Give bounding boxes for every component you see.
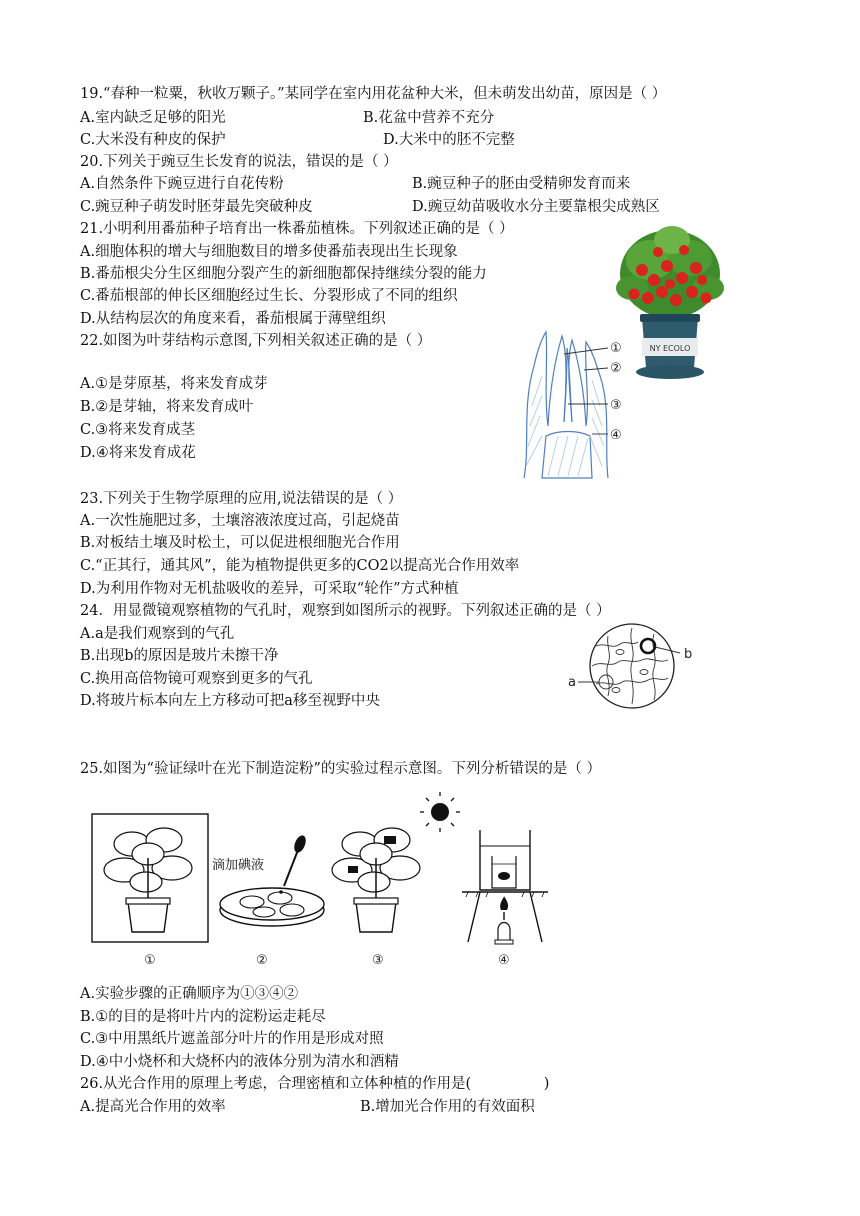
microscope-field-diagram [562, 620, 710, 712]
q19-option-c: C.大米没有种皮的保护 [80, 132, 226, 148]
iodine-label: 滴加碘液 [212, 858, 265, 873]
step-labels [144, 953, 510, 968]
q22-stem: 22.如图为叶芽结构示意图,下列相关叙述正确的是（ ） [80, 333, 432, 349]
label-a: a [568, 675, 576, 690]
q21-option-d: D.从结构层次的角度来看，番茄根属于薄壁组织 [80, 311, 386, 327]
q24-stem: 24．用显微镜观察植物的气孔时，观察到如图所示的视野。下列叙述正确的是（ ） [80, 603, 611, 619]
q19-option-b: B.花盆中营养不充分 [363, 110, 495, 126]
q25-option-a: A.实验步骤的正确顺序为①③④② [80, 986, 299, 1002]
q23-option-a: A.一次性施肥过多，土壤溶液浓度过高，引起烧苗 [80, 513, 400, 529]
q21-option-b: B.番茄根尖分生区细胞分裂产生的新细胞都保持继续分裂的能力 [80, 266, 487, 282]
label-b: b [684, 647, 693, 662]
field-of-view [590, 624, 674, 708]
step2-petri-dish [212, 834, 324, 926]
leaf-bud-diagram [512, 326, 632, 486]
starch-experiment-figure [84, 792, 564, 972]
q20-stem: 20.下列关于豌豆生长发育的说法，错误的是（ ） [80, 154, 398, 170]
q19-option-d: D.大米中的胚不完整 [383, 132, 515, 148]
q24-option-c: C.换用高倍物镜可观察到更多的气孔 [80, 671, 313, 687]
q22-option-c: C.③将来发育成茎 [80, 422, 196, 438]
q23-stem: 23.下列关于生物学原理的应用,说法错误的是（ ） [80, 491, 403, 507]
q21-option-c: C.番茄根部的伸长区细胞经过生长、分裂形成了不同的组织 [80, 288, 458, 304]
flower-pot [636, 314, 704, 379]
q19-option-a: A.室内缺乏足够的阳光 [80, 110, 226, 126]
bud-label-3: ③ [610, 398, 622, 413]
q25-stem: 25.如图为“验证绿叶在光下制造淀粉”的实验过程示意图。下列分析错误的是（ ） [80, 761, 601, 777]
q26-stem: 26.从光合作用的原理上考虑，合理密植和立体种植的作用是( ) [80, 1076, 550, 1092]
q23-option-b: B.对板结土壤及时松土，可以促进根细胞光合作用 [80, 535, 400, 551]
q26-option-a: A.提高光合作用的效率 [80, 1099, 226, 1115]
q19-stem: 19.“春种一粒粟，秋收万颗子。”某同学在室内用花盆种大米，但未萌发出幼苗，原因是（ ） [80, 86, 667, 102]
bud-labels [610, 341, 622, 443]
tomato-foliage [616, 226, 724, 318]
dropper-icon [279, 834, 308, 894]
q24-option-a: A.a是我们观察到的气孔 [80, 626, 235, 642]
q21-stem: 21.小明利用番茄种子培育出一株番茄植株。下列叙述正确的是（ ） [80, 221, 514, 237]
step-label-1: ① [144, 953, 156, 968]
q25-option-d: D.④中小烧杯和大烧杯内的液体分别为清水和酒精 [80, 1054, 399, 1070]
step1-plant-in-box [92, 814, 208, 942]
pot-label: NY ECOLO [649, 344, 691, 353]
q23-option-c: C.“正其行，通其风”，能为植物提供更多的CO2以提高光合作用效率 [80, 558, 520, 574]
q26-option-b: B.增加光合作用的有效面积 [360, 1099, 535, 1115]
bud-label-1: ① [610, 341, 622, 356]
sun-icon [420, 792, 460, 832]
q25-option-b: B.①的目的是将叶片内的淀粉运走耗尽 [80, 1009, 326, 1025]
q24-option-d: D.将玻片标本向左上方移动可把a移至视野中央 [80, 693, 380, 709]
bud-label-4: ④ [610, 428, 622, 443]
q22-option-a: A.①是芽原基，将来发育成芽 [80, 376, 268, 392]
bud-label-2: ② [610, 361, 622, 376]
q21-option-a: A.细胞体积的增大与细胞数目的增多使番茄表现出生长现象 [80, 244, 458, 260]
q22-option-d: D.④将来发育成花 [80, 445, 196, 461]
q24-option-b: B.出现b的原因是玻片未擦干净 [80, 648, 279, 664]
q20-option-d: D.豌豆幼苗吸收水分主要靠根尖成熟区 [412, 199, 660, 215]
q23-option-d: D.为利用作物对无机盐吸收的差异，可采取“轮作”方式种植 [80, 581, 459, 597]
q20-option-b: B.豌豆种子的胚由受精卵发育而来 [412, 176, 631, 192]
step-label-2: ② [256, 953, 268, 968]
step-label-4: ④ [498, 953, 510, 968]
step3-plant-in-light [332, 792, 460, 932]
q25-option-c: C.③中用黑纸片遮盖部分叶片的作用是形成对照 [80, 1031, 384, 1047]
step4-water-bath [462, 830, 548, 944]
q22-option-b: B.②是芽轴，将来发育成叶 [80, 399, 254, 415]
q20-option-c: C.豌豆种子萌发时胚芽最先突破种皮 [80, 199, 313, 215]
q20-option-a: A.自然条件下豌豆进行自花传粉 [80, 176, 284, 192]
step-label-3: ③ [372, 953, 384, 968]
